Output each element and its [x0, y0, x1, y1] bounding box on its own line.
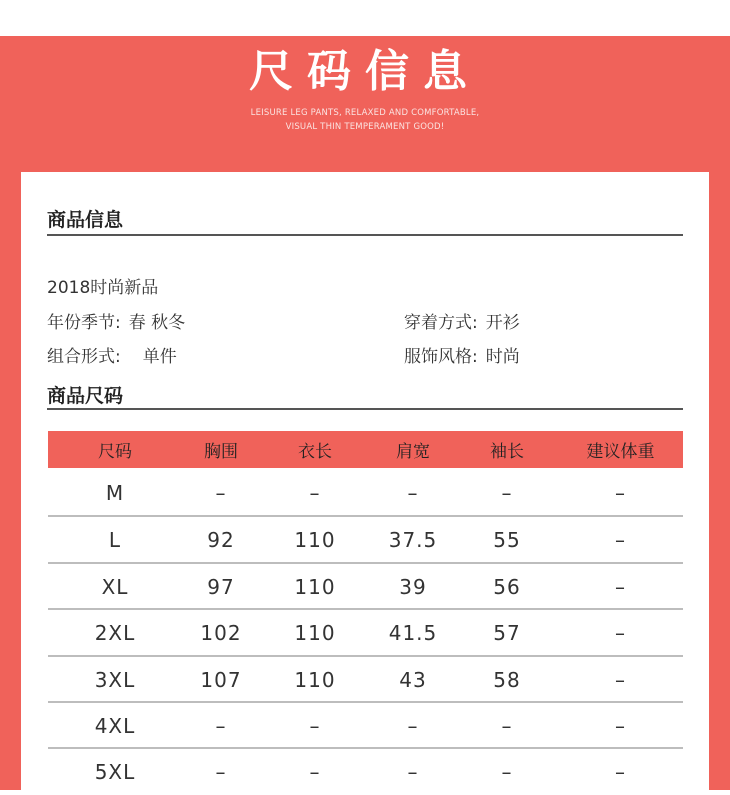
- left-accent-strip: [0, 288, 21, 790]
- cell-sleeve: 57: [493, 621, 521, 645]
- cell-size: M: [105, 481, 125, 505]
- cell-size: 2XL: [94, 621, 136, 645]
- cell-sleeve: –: [501, 714, 513, 738]
- style-value: 时尚: [485, 347, 520, 367]
- cell-shoulder: 39: [399, 575, 427, 599]
- cell-chest: –: [215, 714, 227, 738]
- table-row: [48, 517, 683, 563]
- season-field: [47, 308, 185, 333]
- header-chest: 胸围: [204, 442, 238, 462]
- cell-chest: –: [215, 760, 227, 784]
- table-row: [48, 749, 683, 795]
- style-field: [404, 342, 520, 367]
- cell-length: 110: [294, 575, 336, 599]
- style-label: 服饰风格:: [404, 347, 478, 367]
- header-shoulder: 肩宽: [396, 442, 430, 462]
- cell-chest: 102: [200, 621, 242, 645]
- cell-size: XL: [101, 575, 129, 599]
- cell-sleeve: 55: [493, 528, 521, 552]
- wear-field: [404, 308, 520, 333]
- cell-shoulder: –: [407, 714, 419, 738]
- cell-shoulder: –: [407, 760, 419, 784]
- cell-size: L: [108, 528, 122, 552]
- table-row: [48, 657, 683, 703]
- cell-chest: 97: [207, 575, 235, 599]
- cell-size: 3XL: [94, 668, 136, 692]
- cell-weight: –: [615, 575, 626, 599]
- cell-length: –: [309, 714, 321, 738]
- header-size: 尺码: [98, 442, 132, 462]
- wear-value: 开衫: [485, 313, 520, 333]
- cell-shoulder: 43: [399, 668, 427, 692]
- table-row: [48, 703, 683, 749]
- cell-chest: –: [215, 481, 227, 505]
- cell-weight: –: [615, 714, 626, 738]
- product-info-heading: 商品信息: [47, 209, 124, 231]
- wear-label: 穿着方式:: [404, 313, 478, 333]
- product-tagline: 2018时尚新品: [47, 278, 159, 298]
- season-label: 年份季节:: [47, 313, 121, 333]
- cell-shoulder: 41.5: [388, 621, 438, 645]
- size-table-divider: [47, 408, 683, 410]
- header-weight: 建议体重: [586, 442, 655, 462]
- cell-size: 5XL: [94, 760, 136, 784]
- cell-shoulder: 37.5: [388, 528, 438, 552]
- cell-chest: 107: [200, 668, 242, 692]
- table-row: [48, 470, 683, 516]
- header-length: 衣长: [298, 442, 332, 462]
- season-value: 春 秋冬: [128, 313, 186, 333]
- cell-size: 4XL: [94, 714, 136, 738]
- header-sleeve: 袖长: [490, 442, 524, 462]
- cell-weight: –: [615, 528, 626, 552]
- cell-sleeve: 58: [493, 668, 521, 692]
- cell-length: –: [309, 760, 321, 784]
- table-row: [48, 610, 683, 656]
- cell-length: 110: [294, 668, 336, 692]
- size-table-header: [48, 431, 683, 468]
- cell-length: 110: [294, 528, 336, 552]
- cell-weight: –: [615, 481, 626, 505]
- cell-weight: –: [615, 760, 626, 784]
- cell-weight: –: [615, 668, 626, 692]
- table-row: [48, 564, 683, 610]
- size-table-heading: 商品尺码: [47, 385, 124, 407]
- cell-sleeve: –: [501, 760, 513, 784]
- page-title: 尺码信息: [249, 46, 481, 97]
- banner-subtitle-line1: LEISURE LEG PANTS, RELAXED AND COMFORTABLE,: [250, 108, 480, 118]
- combo-value: 单件: [142, 347, 177, 367]
- combo-field: [47, 342, 177, 367]
- cell-shoulder: –: [407, 481, 419, 505]
- cell-sleeve: –: [501, 481, 513, 505]
- banner-subtitle-line2: VISUAL THIN TEMPERAMENT GOOD!: [285, 122, 445, 132]
- product-info-divider: [47, 234, 683, 236]
- cell-chest: 92: [207, 528, 235, 552]
- cell-sleeve: 56: [493, 575, 521, 599]
- cell-length: 110: [294, 621, 336, 645]
- cell-weight: –: [615, 621, 626, 645]
- combo-label: 组合形式:: [47, 347, 121, 367]
- right-accent-strip: [709, 288, 730, 790]
- cell-length: –: [309, 481, 321, 505]
